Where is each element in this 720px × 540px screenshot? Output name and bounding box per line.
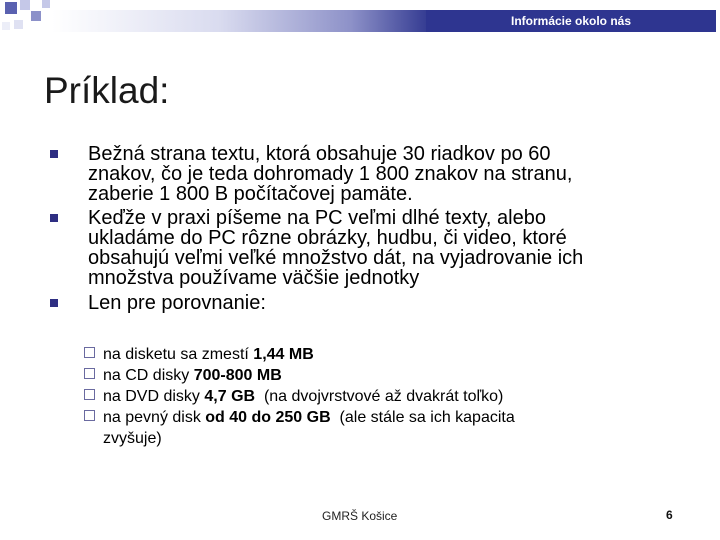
bullet-item: [50, 208, 690, 288]
decor-square: [42, 0, 50, 8]
bullet-line: Len pre porovnanie:: [88, 292, 266, 314]
header-gradient-bar: [52, 10, 426, 32]
decor-square: [5, 2, 17, 14]
bullet-line: znakov, čo je teda dohromady 1 800 znakov na stranu,: [88, 163, 573, 185]
bullet-line: Bežná strana textu, ktorá obsahuje 30 riadkov po 60: [88, 143, 551, 165]
sub-item-value: 4,7 GB: [204, 388, 256, 405]
checkbox-bullet-icon: [84, 368, 95, 379]
sub-bullet-list: [84, 344, 684, 449]
bullet-item: [50, 293, 690, 313]
footer-text: GMRŠ Košice: [322, 509, 398, 523]
bullet-line: ukladáme do PC rôzne obrázky, hudbu, či video, ktoré: [88, 227, 567, 249]
sub-item-value: 700-800 MB: [193, 367, 282, 384]
decor-square: [2, 22, 10, 30]
slide-title: Príklad:: [44, 70, 170, 111]
bullet-line: množstva používame väčšie jednotky: [88, 267, 420, 289]
bullet-line: Keďže v praxi píšeme na PC veľmi dlhé texty, alebo: [88, 207, 546, 229]
bullet-line: obsahujú veľmi veľké množstvo dát, na vyjadrovanie ich: [88, 247, 584, 269]
sub-item-text: na disketu sa zmestí: [103, 346, 254, 363]
sub-item-text: na CD disky: [103, 367, 194, 384]
checkbox-bullet-icon: [84, 389, 95, 400]
bullet-line: zaberie 1 800 B počítačovej pamäte.: [88, 183, 413, 205]
sub-item: [84, 365, 684, 386]
sub-item: [84, 407, 684, 449]
sub-item-note: zvyšuje): [103, 430, 162, 447]
sub-item: [84, 344, 684, 365]
square-bullet-icon: [50, 214, 58, 222]
checkbox-bullet-icon: [84, 347, 95, 358]
page-number: 6: [666, 508, 673, 522]
sub-item: [84, 386, 684, 407]
header-title: Informácie okolo nás: [426, 10, 716, 32]
bullet-item: [50, 144, 690, 204]
checkbox-bullet-icon: [84, 410, 95, 421]
decor-square: [14, 20, 23, 29]
decor-square: [31, 11, 41, 21]
sub-item-text: na pevný disk: [103, 409, 206, 426]
square-bullet-icon: [50, 299, 58, 307]
sub-item-value: od 40 do 250 GB: [205, 409, 331, 426]
square-bullet-icon: [50, 150, 58, 158]
sub-item-note: (ale stále sa ich kapacita: [330, 409, 515, 426]
sub-item-note: (na dvojvrstvové až dvakrát toľko): [255, 388, 504, 405]
decor-square: [20, 0, 30, 10]
sub-item-text: na DVD disky: [103, 388, 205, 405]
bullet-list: [50, 144, 690, 313]
sub-item-value: 1,44 MB: [253, 346, 314, 363]
